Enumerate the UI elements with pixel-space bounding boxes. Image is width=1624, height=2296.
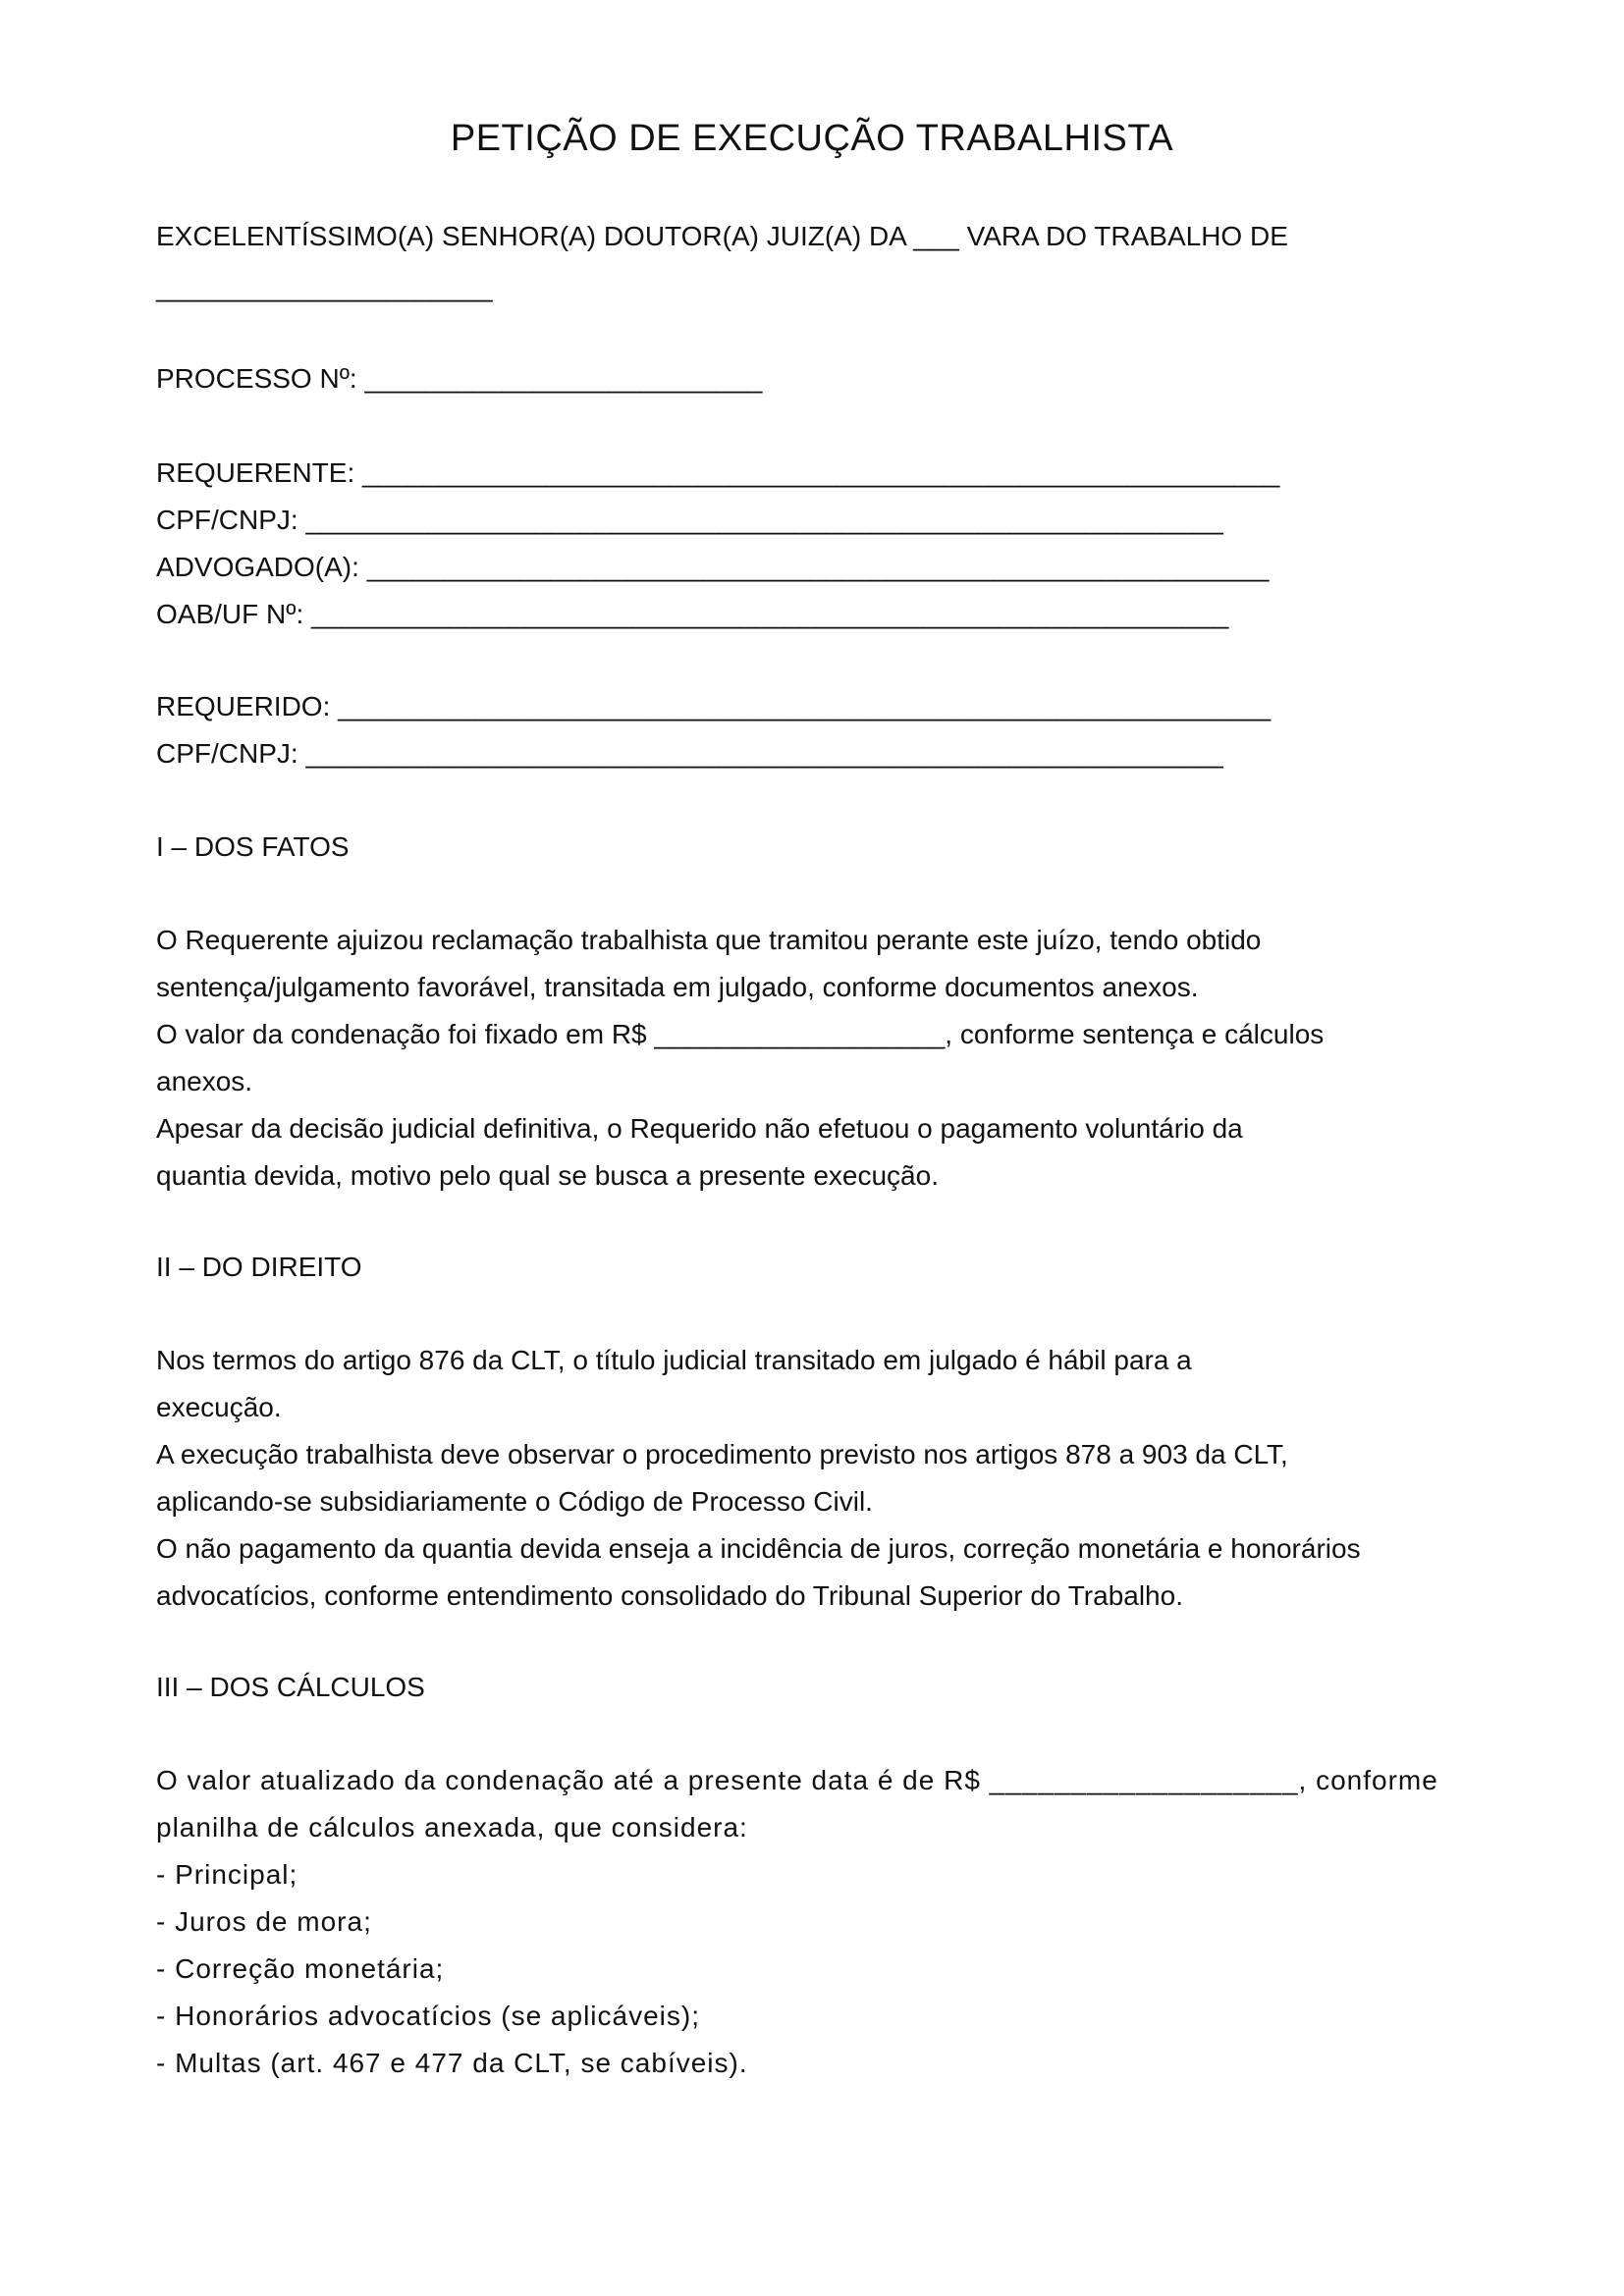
process-number-line: PROCESSO Nº: __________________________ [156, 363, 763, 394]
facts-line: quantia devida, motivo pelo qual se busca a presente execução. [156, 1160, 939, 1191]
law-line: execução. [156, 1392, 282, 1422]
section-facts-heading: I – DOS FATOS [156, 831, 350, 862]
calc-list-item: - Correção monetária; [156, 1953, 445, 1984]
requerente-name-line: REQUERENTE: ____________________________________________________________ [156, 457, 1280, 488]
law-line: advocatícios, conforme entendimento consolidado do Tribunal Superior do Trabalho. [156, 1580, 1183, 1611]
facts-line: O Requerente ajuizou reclamação trabalhista que tramitou perante este juízo, tendo obtido [156, 925, 1262, 955]
requerido-name-line: REQUERIDO: _____________________________________________________________ [156, 691, 1272, 721]
law-line: Nos termos do artigo 876 da CLT, o título judicial transitado em julgado é hábil para a [156, 1345, 1192, 1375]
addressee-line-1: EXCELENTÍSSIMO(A) SENHOR(A) DOUTOR(A) JUIZ(A) DA ___ VARA DO TRABALHO DE [156, 221, 1288, 251]
requerido-cpf-line: CPF/CNPJ: ____________________________________________________________ [156, 738, 1223, 769]
document-title: PETIÇÃO DE EXECUÇÃO TRABALHISTA [450, 118, 1174, 159]
section-law-heading: II – DO DIREITO [156, 1252, 362, 1282]
section-calc-heading: III – DOS CÁLCULOS [156, 1672, 425, 1702]
oab-line: OAB/UF Nº: ____________________________________________________________ [156, 599, 1229, 629]
law-line: A execução trabalhista deve observar o procedimento previsto nos artigos 878 a 903 da CLT, [156, 1439, 1288, 1469]
addressee-line-2: ______________________ [156, 272, 493, 302]
law-line: O não pagamento da quantia devida enseja a incidência de juros, correção monetária e honorários [156, 1533, 1361, 1564]
facts-line: sentença/julgamento favorável, transitada em julgado, conforme documentos anexos. [156, 972, 1199, 1002]
calc-list-item: - Honorários advocatícios (se aplicáveis); [156, 2001, 700, 2031]
calc-list-item: - Multas (art. 467 e 477 da CLT, se cabíveis). [156, 2048, 748, 2078]
facts-line: Apesar da decisão judicial definitiva, o Requerido não efetuou o pagamento voluntário da [156, 1113, 1243, 1144]
calc-list-item: - Juros de mora; [156, 1906, 372, 1937]
law-line: aplicando-se subsidiariamente o Código de Processo Civil. [156, 1486, 873, 1517]
requerente-cpf-line: CPF/CNPJ: ____________________________________________________________ [156, 505, 1223, 535]
calc-list-item: - Principal; [156, 1859, 298, 1890]
facts-line: O valor da condenação foi fixado em R$ ___________________, conforme sentença e cálculos [156, 1019, 1325, 1049]
calc-line: planilha de cálculos anexada, que considera: [156, 1812, 748, 1842]
calc-line: O valor atualizado da condenação até a presente data é de R$ ___________________, conforme [156, 1765, 1438, 1795]
facts-line: anexos. [156, 1066, 253, 1096]
advogado-line: ADVOGADO(A): ___________________________________________________________ [156, 552, 1270, 582]
